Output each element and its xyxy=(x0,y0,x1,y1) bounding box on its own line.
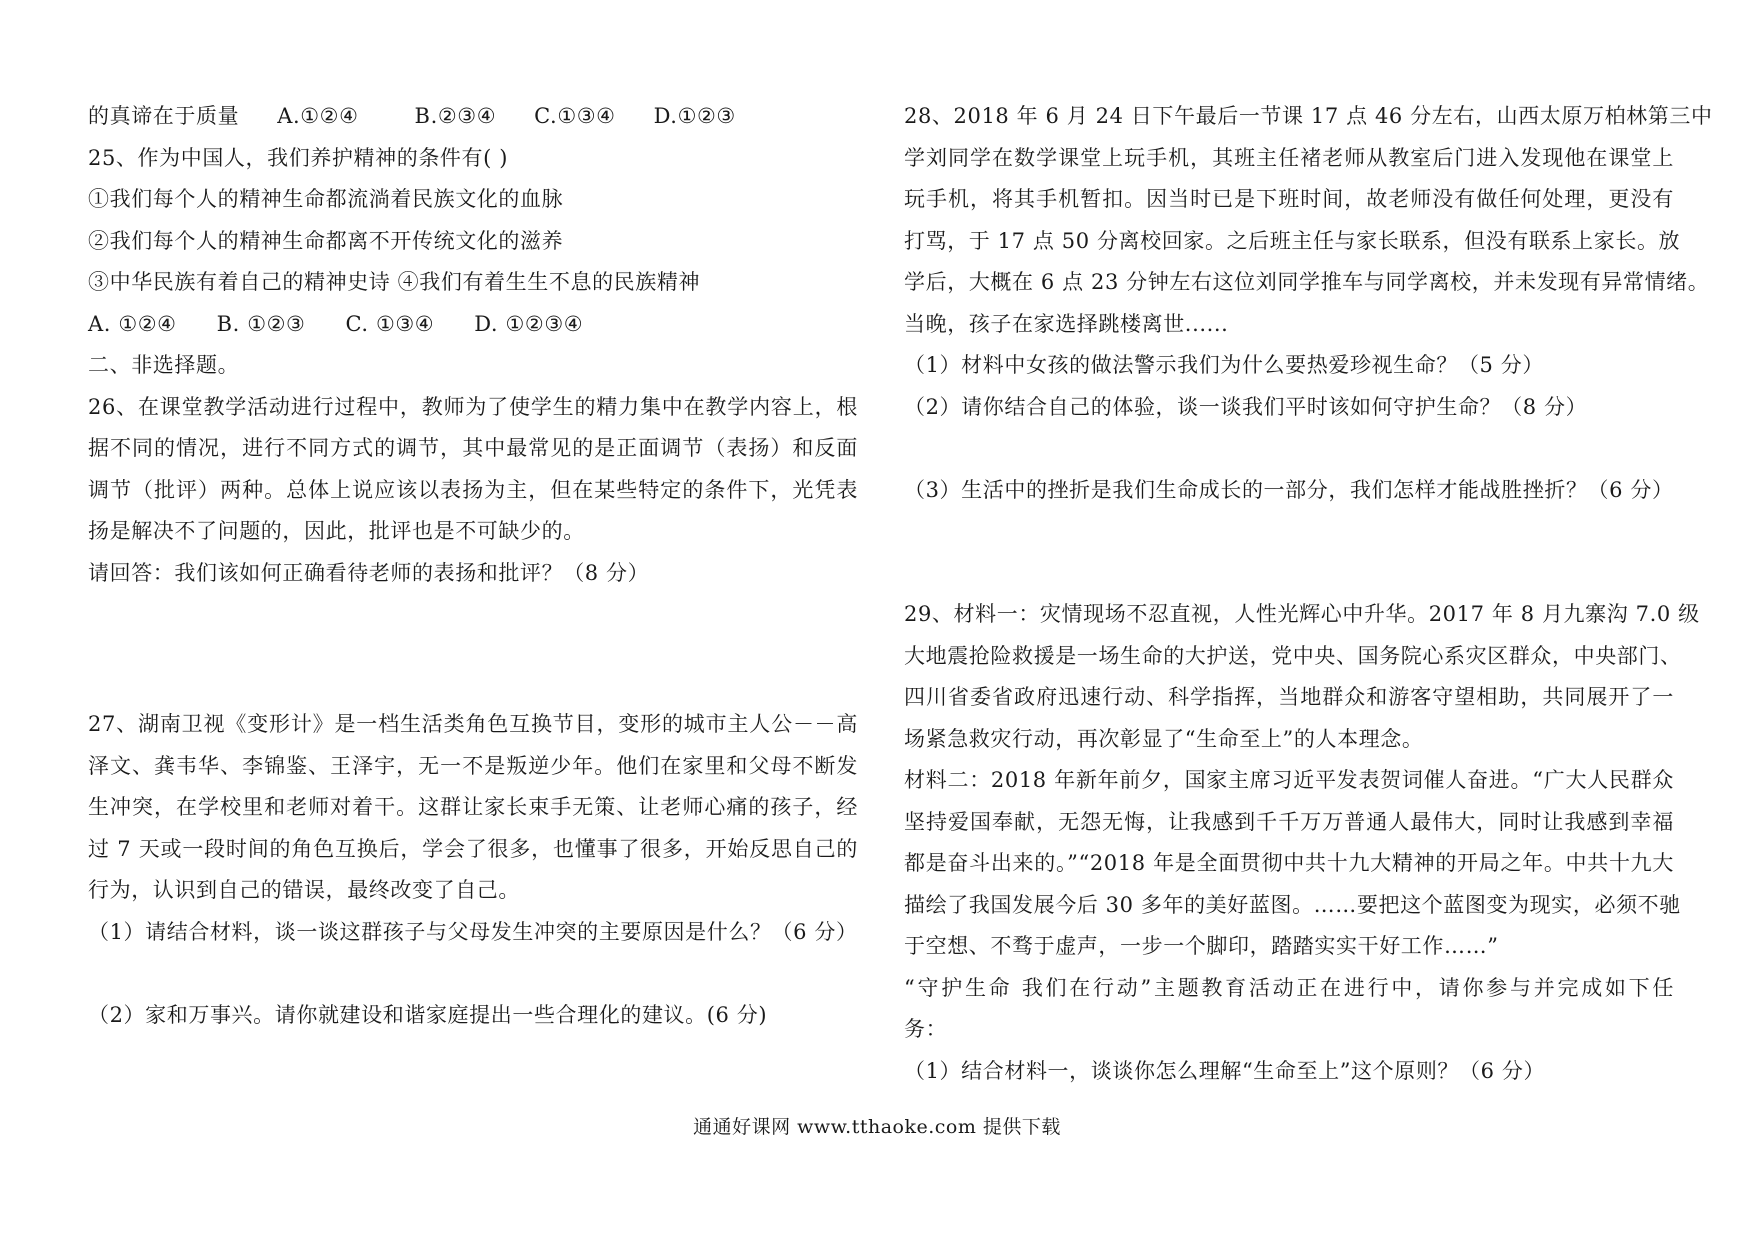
section-heading-non-choice: 二、非选择题。 xyxy=(88,353,240,377)
q26-line: 26、在课堂教学活动进行过程中，教师为了使学生的精力集中在教学内容上，根 xyxy=(88,394,858,419)
answer-space xyxy=(904,428,1674,470)
q25-statement-2: ②我们每个人的精神生命都离不开传统文化的滋养 xyxy=(88,228,564,253)
q27-line: 行为，认识到自己的错误，最终改变了自己。 xyxy=(88,878,520,902)
q28-line: 打骂，于 17 点 50 分离校回家。之后班主任与家长联系，但没有联系上家长。放 xyxy=(904,228,1681,253)
q25-option-a: A. ①②④ xyxy=(88,311,177,336)
q28-subquestion-1: （1）材料中女孩的做法警示我们为什么要热爱珍视生命？（5 分） xyxy=(904,353,1544,377)
page-footer: 通通好课网 www.tthaoke.com 提供下载 xyxy=(693,1116,1061,1138)
answer-space xyxy=(88,953,858,995)
q25-stem: 25、作为中国人，我们养护精神的条件有( ) xyxy=(88,145,508,170)
q25-option-d: D. ①②③④ xyxy=(474,311,584,336)
q29-material2-line: 于空想、不骛于虚声，一步一个脚印，踏踏实实干好工作……” xyxy=(904,934,1499,958)
q27-subquestion-2: （2）家和万事兴。请你就建设和谐家庭提出一些合理化的建议。(6 分) xyxy=(88,1002,768,1027)
q26-line: 据不同的情况，进行不同方式的调节，其中最常见的是正面调节（表扬）和反面 xyxy=(88,436,858,460)
q26-question: 请回答：我们该如何正确看待老师的表扬和批评？（8 分） xyxy=(88,560,650,585)
q27-subquestion-1: （1）请结合材料，谈一谈这群孩子与父母发生冲突的主要原因是什么？（6 分） xyxy=(88,919,858,944)
q24-option-b: B.②③④ xyxy=(414,104,497,128)
answer-space xyxy=(88,594,858,704)
q24-option-a: A.①②④ xyxy=(277,104,359,128)
q29-material1-line: 29、材料一：灾情现场不忍直视，人性光辉心中升华。2017 年 8 月九寨沟 7.0 级 xyxy=(904,602,1700,626)
q26-line: 扬是解决不了问题的，因此，批评也是不可缺少的。 xyxy=(88,519,585,543)
q29-material1-line: 大地震抢险救援是一场生命的大护送，党中央、国务院心系灾区群众，中央部门、 xyxy=(904,643,1682,668)
q25-statement-3-4: ③中华民族有着自己的精神史诗 ④我们有着生生不息的民族精神 xyxy=(88,270,701,294)
q29-subquestion-1: （1）结合材料一，谈谈你怎么理解“生命至上”这个原则？（6 分） xyxy=(904,1058,1546,1083)
right-column xyxy=(904,96,1713,1092)
q29-material2-line: 描绘了我国发展今后 30 多年的美好蓝图。……要把这个蓝图变为现实，必须不驰 xyxy=(904,892,1681,917)
q24-stem-tail: 的真谛在于质量 xyxy=(88,104,240,128)
q27-line: 过 7 天或一段时间的角色互换后，学会了很多，也懂事了很多，开始反思自己的 xyxy=(88,836,858,861)
q29-task-line: “守护生命 我们在行动”主题教育活动正在进行中，请你参与并完成如下任 xyxy=(904,975,1674,1000)
q29-material1-line: 四川省委省政府迅速行动、科学指挥，当地群众和游客守望相助，共同展开了一 xyxy=(904,685,1674,709)
q25-statement-1: ①我们每个人的精神生命都流淌着民族文化的血脉 xyxy=(88,187,564,211)
q27-line: 27、湖南卫视《变形计》是一档生活类角色互换节目，变形的城市主人公－－高 xyxy=(88,712,858,736)
q26-line: 调节（批评）两种。总体上说应该以表扬为主，但在某些特定的条件下，光凭表 xyxy=(88,477,858,502)
q24-option-c: C.①③④ xyxy=(534,104,616,128)
q28-subquestion-3: （3）生活中的挫折是我们生命成长的一部分，我们怎样才能战胜挫折？（6 分） xyxy=(904,477,1674,502)
q28-line: 学后，大概在 6 点 23 分钟左右这位刘同学推车与同学离校，并未发现有异常情绪。 xyxy=(904,270,1710,294)
q27-line: 生冲突，在学校里和老师对着干。这群让家长束手无策、让老师心痛的孩子，经 xyxy=(88,795,858,819)
q29-material2-line: 材料二：2018 年新年前夕，国家主席习近平发表贺词催人奋进。“广大人民群众 xyxy=(904,768,1674,792)
q24-option-d: D.①②③ xyxy=(653,104,736,128)
q28-line: 学刘同学在数学课堂上玩手机，其班主任褚老师从教室后门进入发现他在课堂上 xyxy=(904,145,1674,170)
q28-line: 玩手机，将其手机暂扣。因当时已是下班时间，故老师没有做任何处理，更没有 xyxy=(904,187,1674,211)
q25-answer-options xyxy=(88,304,858,346)
q29-material2-line: 坚持爱国奉献，无怨无悔，让我感到千千万万普通人最伟大，同时让我感到幸福 xyxy=(904,809,1674,834)
q29-material2-line: 都是奋斗出来的。”“2018 年是全面贯彻中共十九大精神的开局之年。中共十九大 xyxy=(904,851,1674,875)
q28-line: 当晚，孩子在家选择跳楼离世...... xyxy=(904,311,1229,336)
left-column xyxy=(88,96,858,1036)
q25-option-b: B. ①②③ xyxy=(216,311,306,336)
q28-subquestion-2: （2）请你结合自己的体验，谈一谈我们平时该如何守护生命？（8 分） xyxy=(904,394,1588,419)
q24-answer-options xyxy=(88,96,858,138)
answer-space xyxy=(904,511,1674,594)
q29-material1-line: 场紧急救灾行动，再次彰显了“生命至上”的人本理念。 xyxy=(904,726,1424,751)
q25-option-c: C. ①③④ xyxy=(345,311,435,336)
q28-line: 28、2018 年 6 月 24 日下午最后一节课 17 点 46 分左右，山西太原万柏林第三中 xyxy=(904,104,1713,128)
q27-line: 泽文、龚韦华、李锦鉴、王泽宇，无一不是叛逆少年。他们在家里和父母不断发 xyxy=(88,753,858,778)
q29-task-line: 务： xyxy=(904,1017,948,1041)
